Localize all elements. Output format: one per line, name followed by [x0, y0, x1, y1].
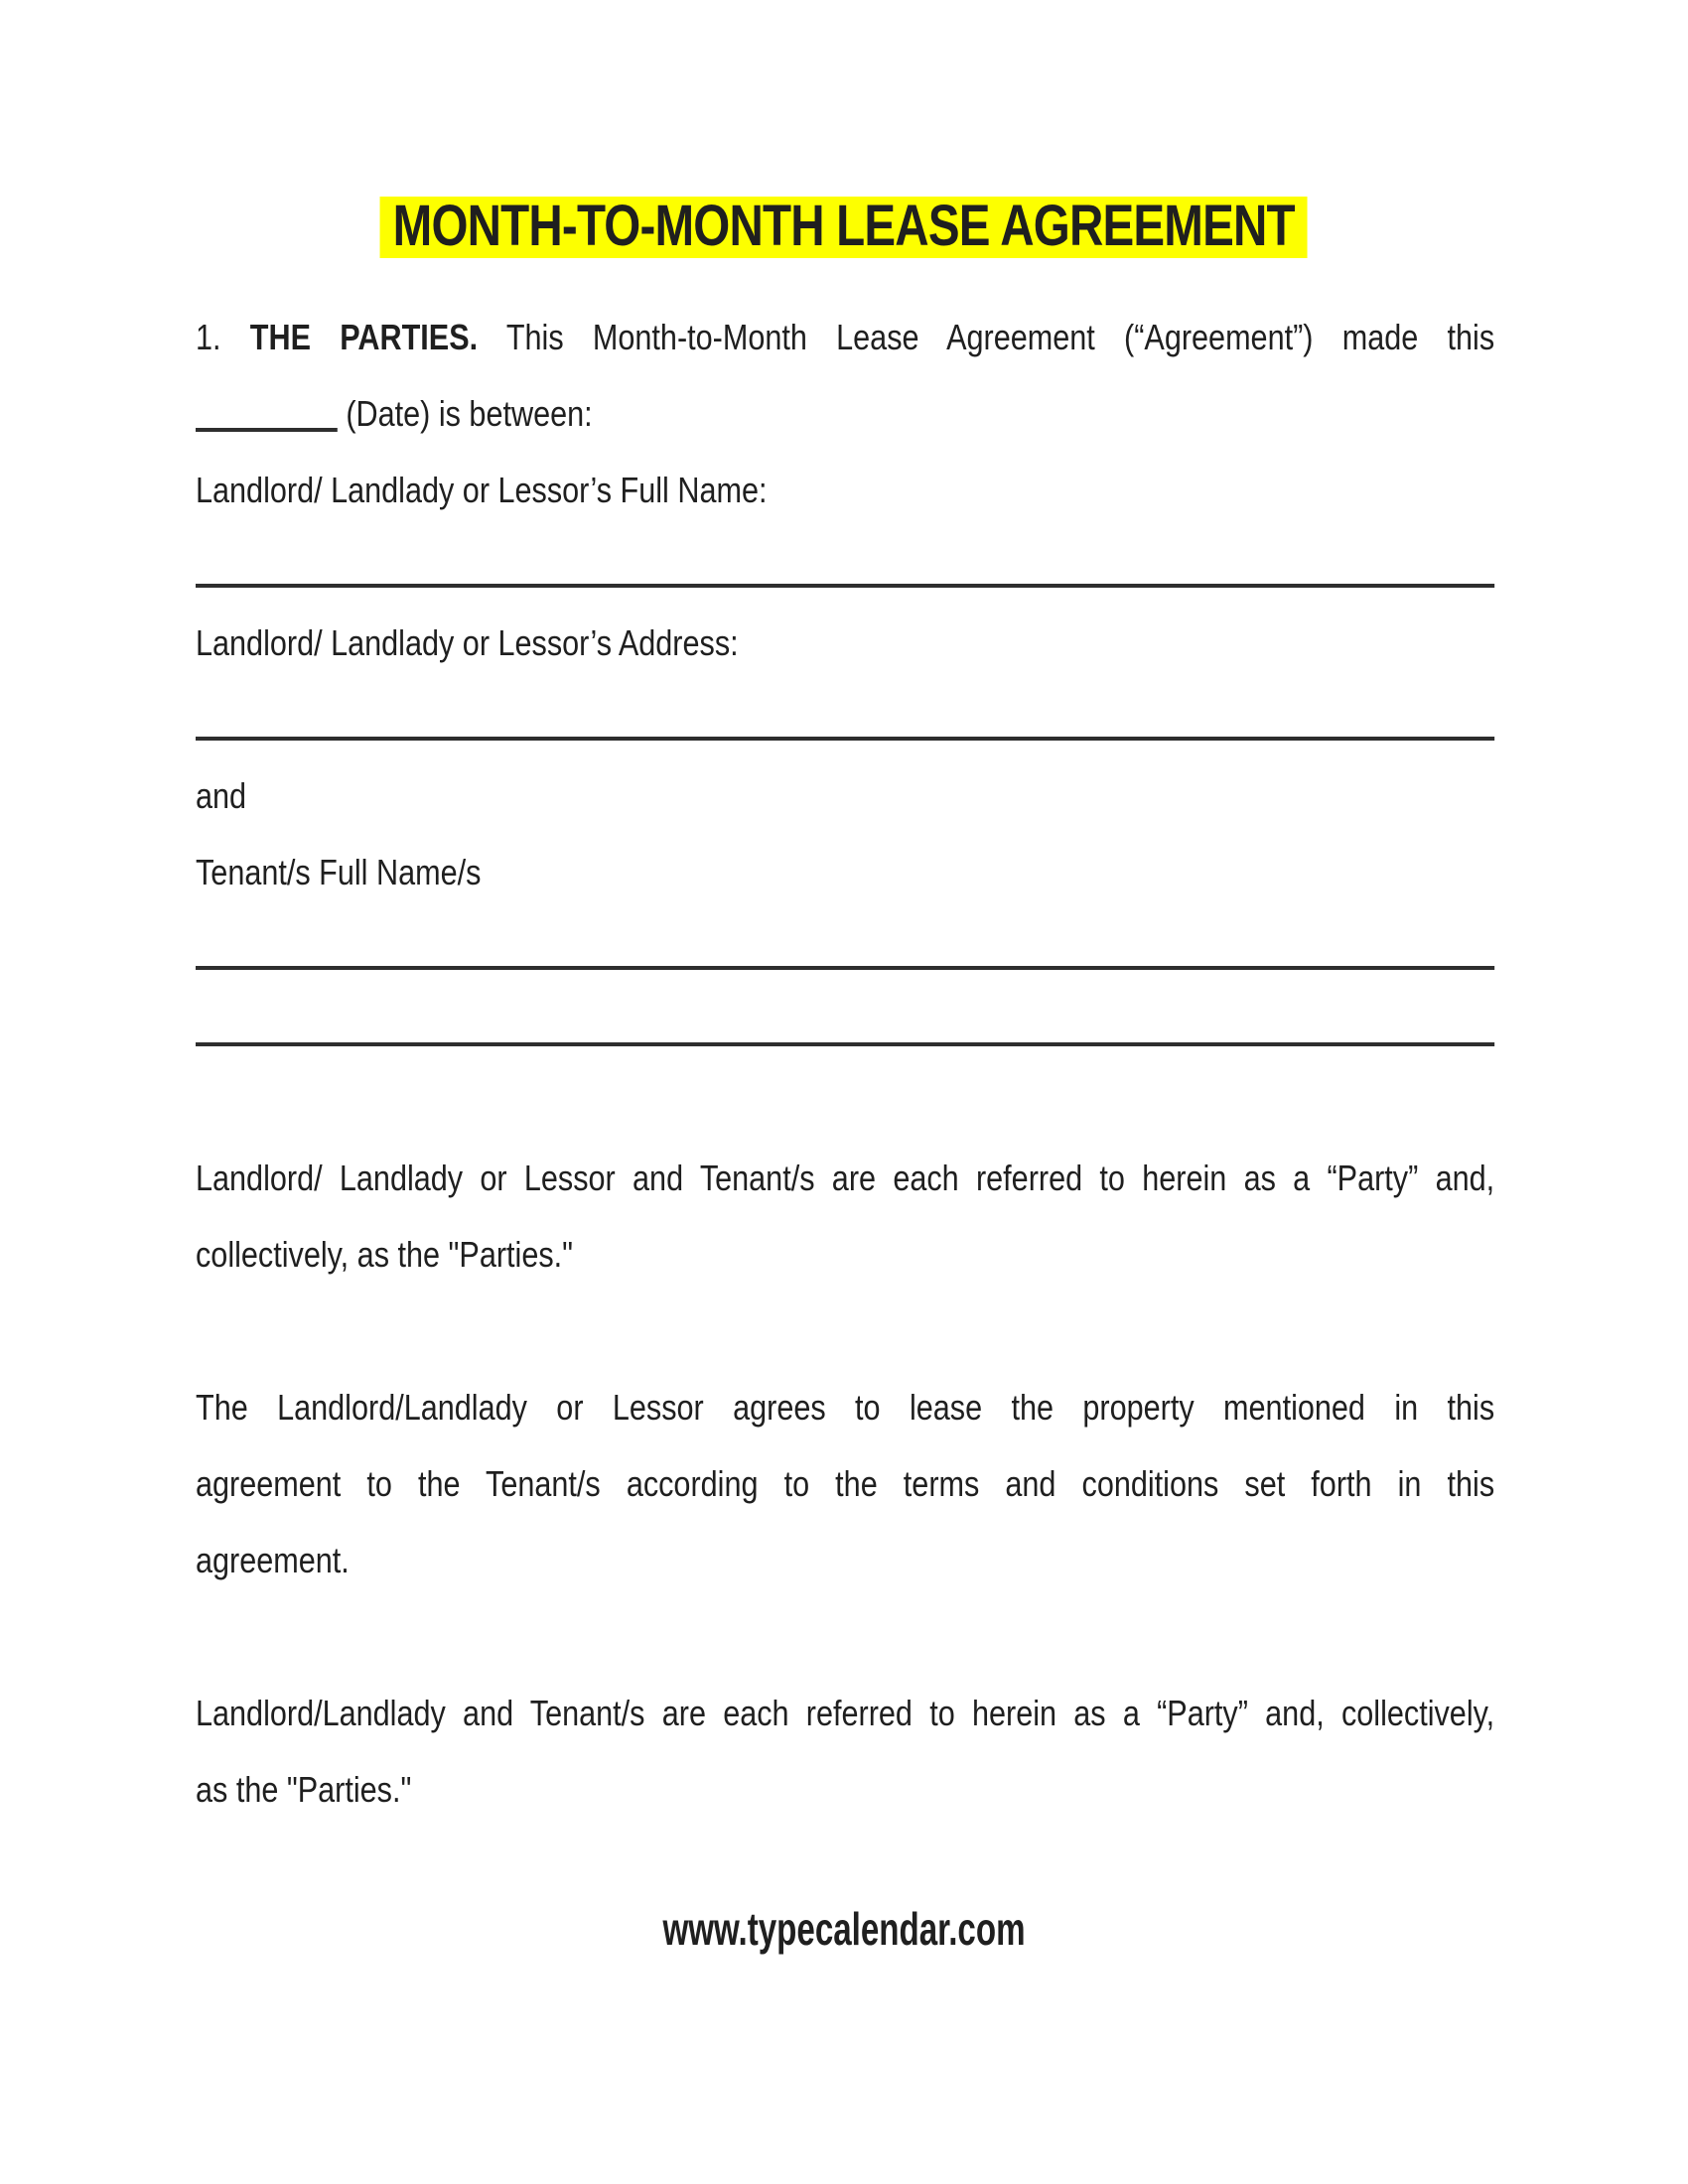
- footer-website-url: www.typecalendar.com: [662, 1903, 1026, 1955]
- landlord-address-fill-in-line: [196, 681, 1494, 757]
- lease-clause-line3: agreement.: [196, 1540, 350, 1580]
- lease-clause-line1: The Landlord/Landlady or Lessor agrees to lease the property mentioned in this: [196, 1387, 1495, 1428]
- clause-intro-text: This Month-to-Month Lease Agreement (“Agreement”) made this: [505, 317, 1495, 357]
- date-line-label: (Date) is between:: [346, 393, 593, 434]
- final-reference-line1: Landlord/Landlady and Tenant/s are each referred to herein as a “Party” and, collectively,: [196, 1693, 1495, 1733]
- tenant-name-fill-in-line-2: [196, 987, 1494, 1063]
- clause-number: 1.: [196, 317, 221, 357]
- final-reference-line2: as the "Parties.": [196, 1769, 412, 1810]
- landlord-name-label: Landlord/ Landlady or Lessor’s Full Name:: [196, 470, 768, 510]
- landlord-name-fill-in-line: [196, 528, 1494, 605]
- page-title-highlight: MONTH-TO-MONTH LEASE AGREEMENT: [380, 197, 1308, 258]
- parties-reference-line1: Landlord/ Landlady or Lessor and Tenant/s are each referred to herein as a “Party” and,: [196, 1158, 1495, 1198]
- landlord-address-label: Landlord/ Landlady or Lessor’s Address:: [196, 622, 739, 663]
- clause-parties-intro-line1: [196, 299, 1494, 375]
- spacer-line-2: [196, 1293, 1494, 1369]
- parties-reference-line2: collectively, as the "Parties.": [196, 1234, 574, 1275]
- clause-heading: THE PARTIES.: [249, 317, 479, 357]
- tenant-name-fill-in-line-1: [196, 910, 1494, 987]
- date-blank-field: [196, 428, 338, 432]
- lease-clause-line2: agreement to the Tenant/s according to the terms and conditions set forth in this: [196, 1463, 1495, 1504]
- tenant-name-label: Tenant/s Full Name/s: [196, 852, 482, 892]
- document-body: [196, 299, 1494, 1828]
- spacer-line-1: [196, 1063, 1494, 1140]
- spacer-line-3: [196, 1598, 1494, 1675]
- page-title: [0, 194, 1688, 258]
- conjunction-and: and: [196, 775, 247, 816]
- date-line: [196, 375, 1494, 452]
